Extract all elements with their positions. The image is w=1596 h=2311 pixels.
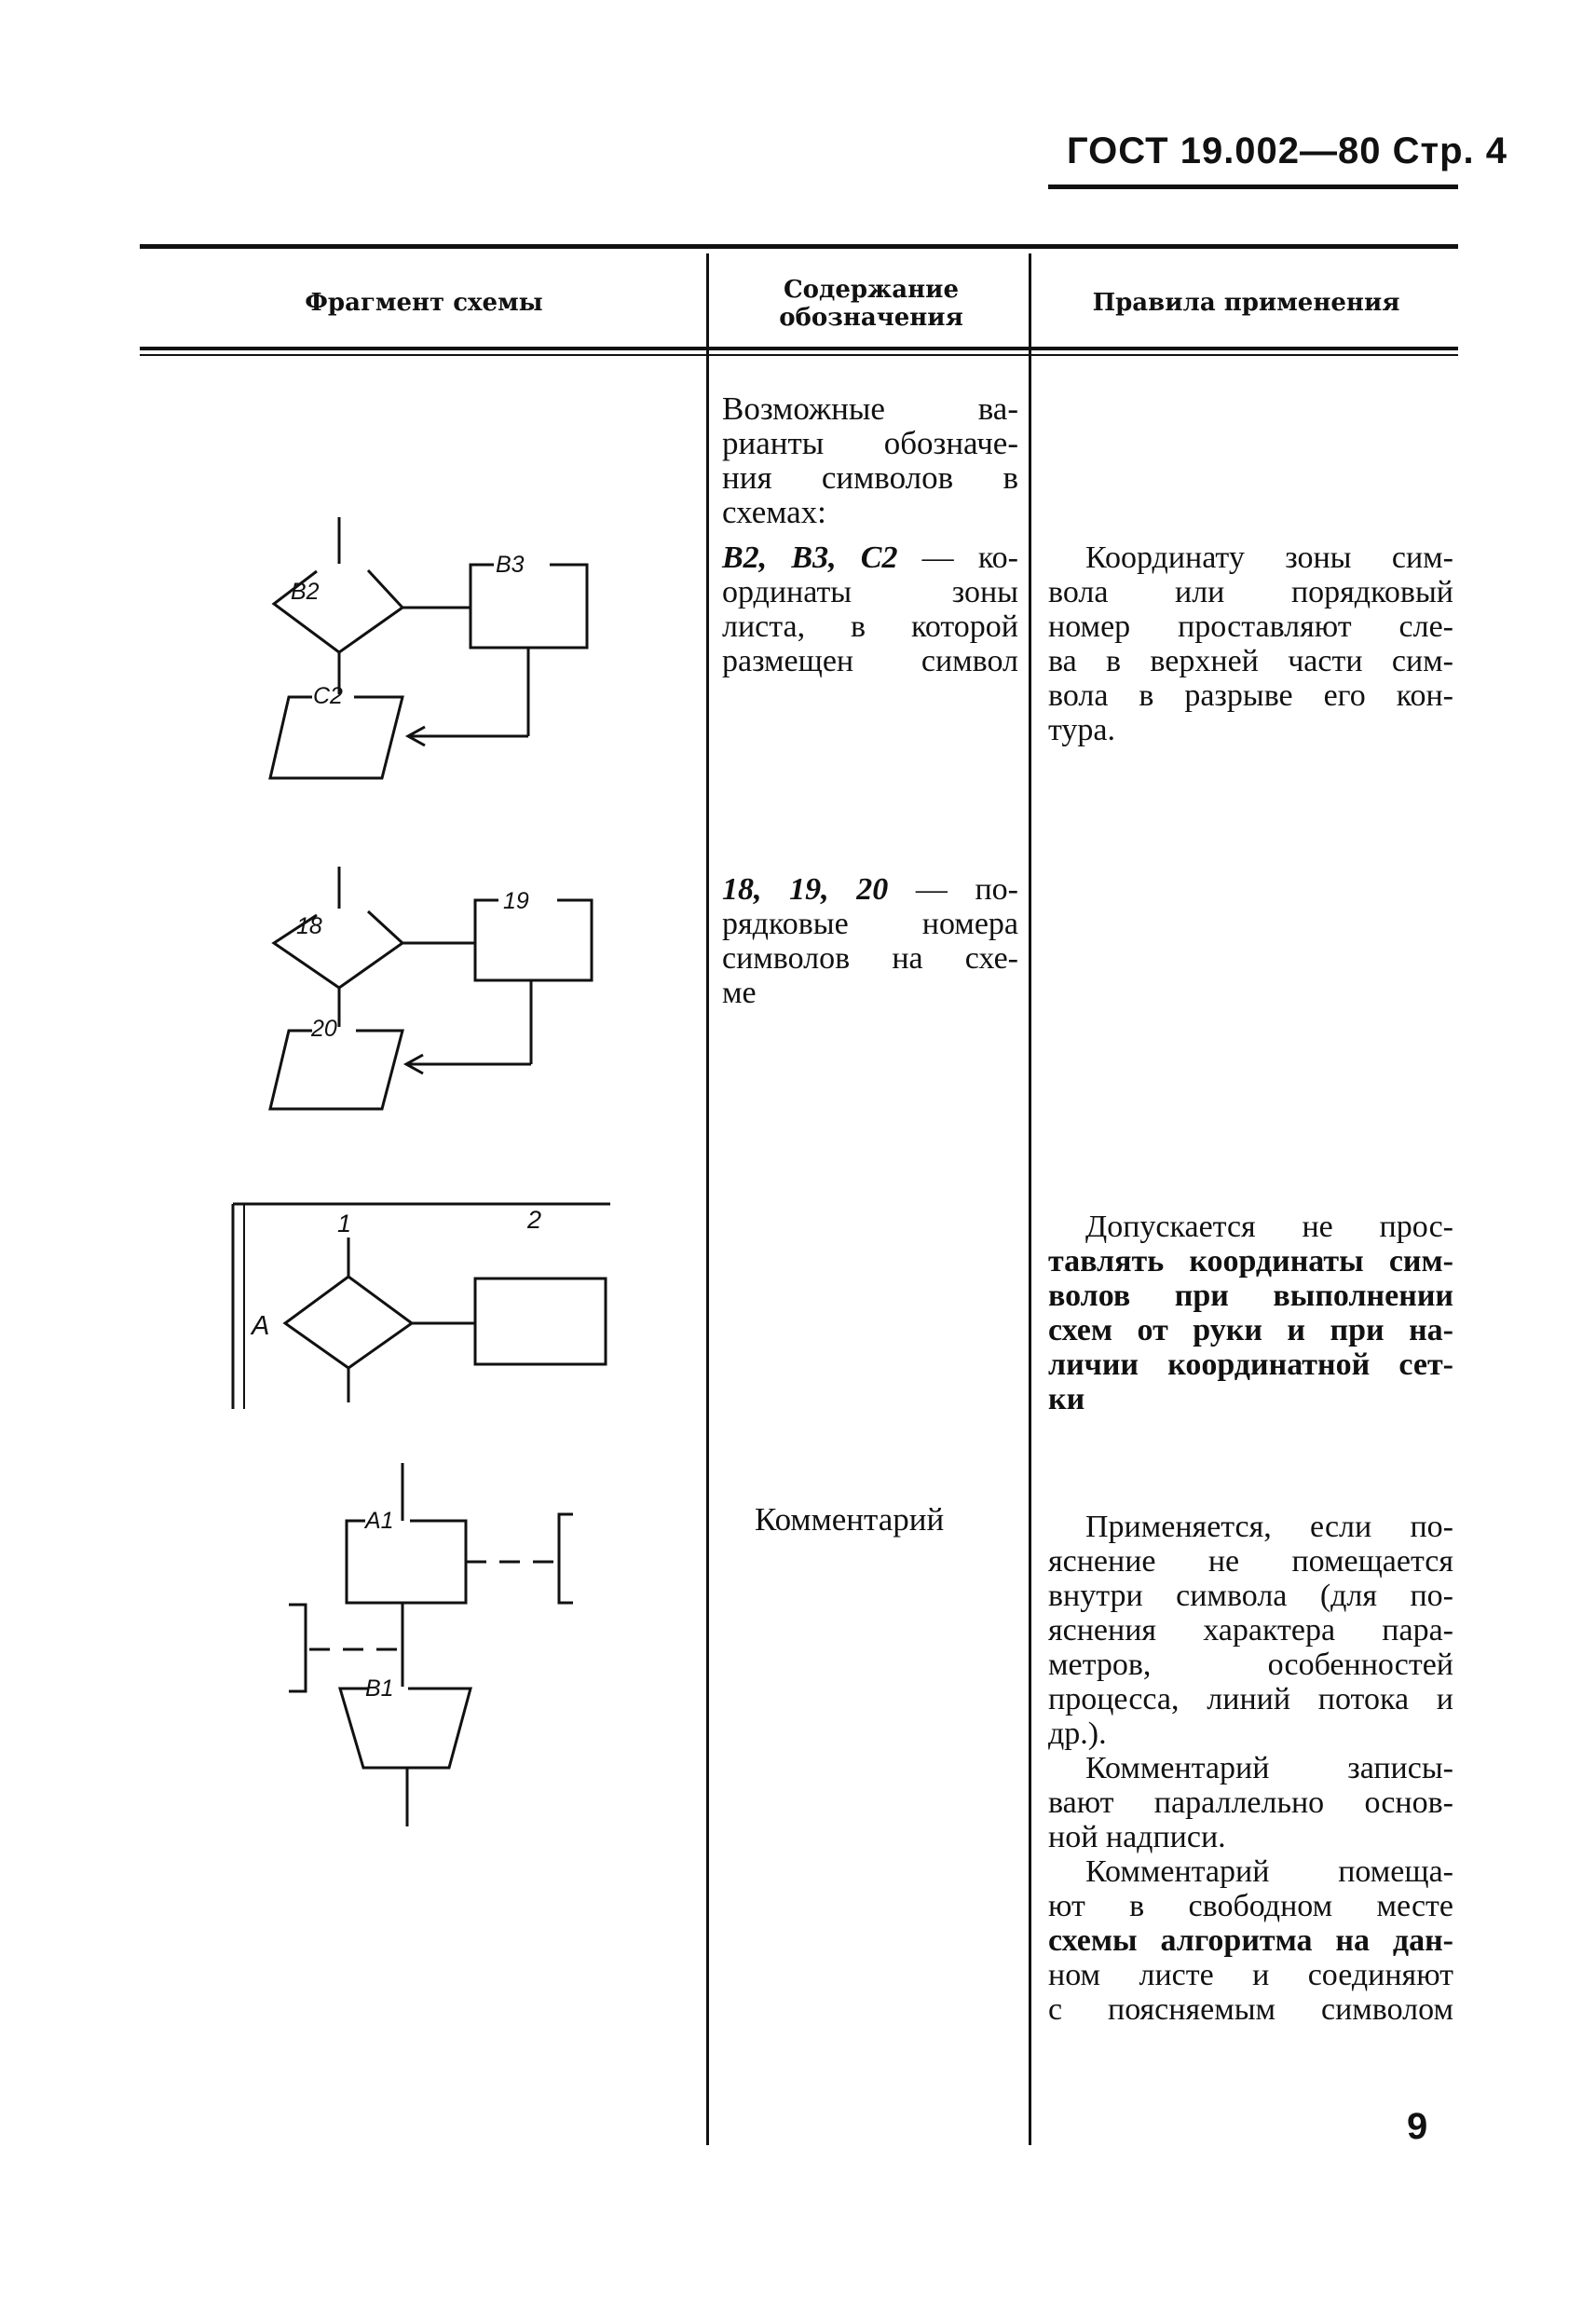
comment-rule-line-2: яснение не помещается	[1048, 1544, 1453, 1579]
seq-codes: 18, 19, 20	[722, 872, 889, 907]
zone-dash: — ко-	[897, 540, 1018, 575]
column-header-content-line2: обозначения	[779, 304, 963, 332]
intro-line-3: ния символов в	[722, 459, 1018, 496]
comment-rule-line-14: ном листе и соединяют	[1048, 1958, 1453, 1992]
comment-rule-line-10: ной надписи.	[1048, 1820, 1226, 1854]
page-header-title: ГОСТ 19.002—80 Стр. 4	[1067, 130, 1508, 171]
diagram-comment-svg	[0, 0, 708, 1864]
zone-desc-line-3: листа, в которой	[722, 609, 1018, 644]
comment-label-a1: A1	[365, 1508, 394, 1534]
comment-bracket-right	[559, 1514, 573, 1603]
grid-rule-line-4: схем от руки и при на-	[1048, 1313, 1453, 1347]
grid-rule-line-2: тавлять координаты сим-	[1048, 1244, 1453, 1279]
zone-label-c2: C2	[313, 683, 343, 709]
grid-label-row-a: A	[252, 1311, 270, 1341]
comment-label-b1: B1	[365, 1675, 394, 1702]
comment-bracket-left	[289, 1605, 306, 1691]
seq-dash: — по-	[888, 872, 1018, 907]
grid-rule-text	[1048, 1210, 1453, 1416]
zone-rule-line-4: ва в верхней части сим-	[1048, 644, 1453, 678]
zone-codes: B2, B3, C2	[722, 540, 898, 575]
comment-rule-line-5: метров, особенностей	[1048, 1648, 1453, 1682]
comment-rule-line-13: схемы алгоритма на дан-	[1048, 1923, 1453, 1958]
diagram-comment	[0, 0, 708, 1864]
zone-rule-line-6: тура.	[1048, 713, 1116, 747]
comment-rule-line-1: Применяется, если по-	[1085, 1510, 1453, 1544]
column-header-rules: Правила применения	[1092, 289, 1400, 317]
grid-label-col-2: 2	[527, 1206, 542, 1234]
grid-rule-line-6: ки	[1048, 1382, 1085, 1416]
header-underline	[1048, 185, 1458, 189]
zone-desc-line-4: размещен символ	[722, 644, 1018, 678]
intro-line-4: схемах:	[722, 494, 826, 530]
comment-rule-line-3: внутри символа (для по-	[1048, 1579, 1453, 1613]
page-number: 9	[1407, 2106, 1428, 2147]
zone-desc-line-2: ординаты зоны	[722, 575, 1018, 609]
zone-label-b2: B2	[291, 579, 320, 605]
comment-label: Комментарий	[755, 1501, 945, 1538]
zone-rule-text	[1048, 540, 1453, 747]
seq-label-18: 18	[296, 913, 322, 939]
column-separator-2	[1029, 253, 1031, 2145]
comment-rule-line-11: Комментарий помеща-	[1085, 1854, 1453, 1889]
intro-line-2: рианты обозначе-	[722, 425, 1018, 461]
zone-rule-line-2: вола или порядковый	[1048, 575, 1453, 609]
grid-label-col-1: 1	[337, 1210, 352, 1238]
comment-rule-line-9: вают параллельно основ-	[1048, 1785, 1453, 1820]
seq-desc-line-1	[722, 872, 1018, 907]
comment-rule-line-12: ют в свободном месте	[1048, 1889, 1453, 1923]
comment-manual-op	[340, 1689, 471, 1768]
zone-rule-line-5: вола в разрыве его кон-	[1048, 678, 1453, 713]
zone-label-b3: B3	[496, 552, 525, 578]
seq-desc-line-4: ме	[722, 976, 757, 1010]
sequence-description	[722, 872, 1018, 1010]
intro-line-1: Возможные ва-	[722, 390, 1018, 427]
column-header-content	[713, 276, 1030, 332]
column-header-fragment: Фрагмент схемы	[305, 289, 543, 317]
seq-label-20: 20	[311, 1016, 337, 1042]
grid-rule-line-3: волов при выполнении	[1048, 1279, 1453, 1313]
zone-description	[722, 540, 1018, 678]
comment-rule-line-8: Комментарий записы-	[1085, 1751, 1453, 1785]
zone-rule-line-3: номер проставляют сле-	[1048, 609, 1453, 644]
seq-desc-line-3: символов на схе-	[722, 941, 1018, 976]
grid-rule-line-1: Допускается не прос-	[1085, 1210, 1453, 1244]
comment-rule-line-7: др.).	[1048, 1716, 1107, 1751]
seq-label-19: 19	[503, 888, 529, 914]
comment-rule-text	[1048, 1510, 1453, 2027]
grid-rule-line-5: личии координатной сет-	[1048, 1347, 1453, 1382]
comment-rule-line-6: процесса, линий потока и	[1048, 1682, 1453, 1716]
column-header-content-line1: Содержание	[783, 276, 960, 304]
zone-rule-line-1: Координату зоны сим-	[1085, 540, 1453, 575]
zone-desc-line-1	[722, 540, 1018, 575]
comment-rule-line-4: яснения характера пара-	[1048, 1613, 1453, 1648]
comment-rule-line-15: с поясняемым символом	[1048, 1992, 1453, 2027]
intro-text	[722, 391, 1018, 529]
seq-desc-line-2: рядковые номера	[722, 907, 1018, 941]
